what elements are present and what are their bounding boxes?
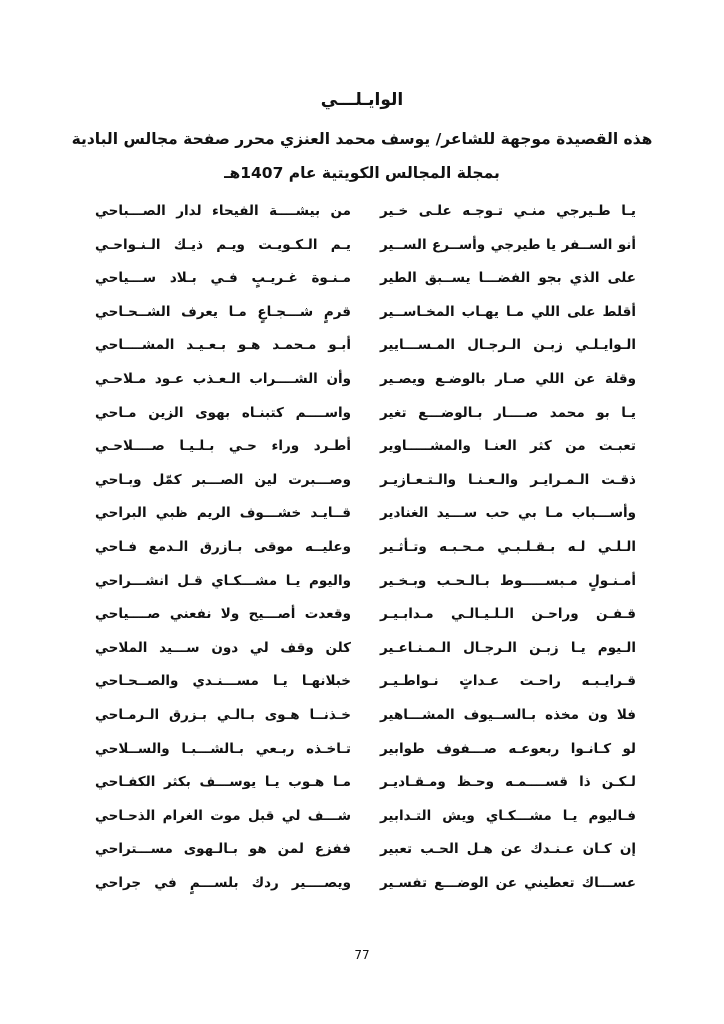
verse-second-hemistich: مـنـوة غـريـبٍ فـي بـلاد ســـياحي	[95, 270, 351, 287]
verse-second-hemistich: تـاخـذه ربـعي بـالشـــبـا والســلاحي	[95, 740, 351, 757]
verse-first-hemistich: الـيوم يـا زبـن الـرجـال الـمـنـاعـير	[380, 639, 636, 656]
verse-first-hemistich: أقلط على اللي مـا يهـاب المخـاســير	[380, 303, 636, 320]
verse-second-hemistich: قــايـد خشـــوف الريم ظبي البراحي	[95, 505, 351, 522]
verse-first-hemistich: ذقـت الـمـرايـر والـعـنـا والـتـعـازيـر	[380, 471, 636, 488]
verse-row	[0, 867, 724, 901]
poem-title: الوايـلـــي	[320, 90, 404, 110]
verse-second-hemistich: خبلانهـا يـا مســـنـدي والصــحـاحي	[95, 673, 351, 690]
verse-first-hemistich: فلا ون مخذه بـالســيوف المشـــاهير	[380, 706, 636, 723]
verse-row	[0, 229, 724, 263]
verse-row	[0, 565, 724, 599]
verse-row	[0, 363, 724, 397]
verse-second-hemistich: وقعدت أصـــيح ولا نفعني صــــياحي	[95, 606, 351, 623]
verse-first-hemistich: وأســـباب مـا بي حب ســـيد الغنادير	[380, 505, 636, 522]
verse-first-hemistich: وقلة عن اللي صـار بالوضـع ويصـير	[380, 370, 636, 387]
verse-row	[0, 497, 724, 531]
verse-second-hemistich: واســــم كتبنـاه بهوى الزين مـاحي	[95, 404, 351, 421]
verse-second-hemistich: أبـو مـحمـد هـو بـعـيـد المشــــاحي	[95, 337, 351, 354]
verse-first-hemistich: لـكـن ذا قســــمـه وحـظ ومـقـاديـر	[380, 774, 636, 791]
verse-first-hemistich: أمـنـولٍ مـبســـــوط بـالـحـب وبـخـير	[380, 572, 636, 589]
verse-row	[0, 296, 724, 330]
verse-first-hemistich: إن كـان عـنـدك عن هـل الحـب تعبير	[380, 841, 636, 858]
verse-row	[0, 430, 724, 464]
verse-row	[0, 766, 724, 800]
verse-second-hemistich: ففزع لمن هو بـالـهوى مســـتراحي	[95, 841, 351, 858]
verse-first-hemistich: لو كـانـوا ربعوعـه صـــفوف طوابير	[380, 740, 636, 757]
verse-row	[0, 397, 724, 431]
verse-first-hemistich: أنو الســفر يا طيرجي وأســرع الســير	[380, 236, 636, 253]
verse-first-hemistich: فـاليوم يـا مشـــكـاي ويش التـدابير	[380, 807, 636, 824]
verse-row	[0, 195, 724, 229]
verse-second-hemistich: ويصــــير ردك بلســـمٍ في جراحي	[95, 874, 351, 891]
verse-first-hemistich: على الذي بجو الفضـــا يســبق الطير	[380, 270, 636, 287]
verse-first-hemistich: عســـاك تعطيني عن الوضـــع تفسـير	[380, 874, 636, 891]
verse-row	[0, 733, 724, 767]
dedication-line-1: هذه القصيدة موجهة للشاعر/ يوسف محمد العنزي محرر صفحة مجالس البادية	[71, 130, 653, 148]
poem-dedication	[60, 122, 664, 190]
verse-row	[0, 800, 724, 834]
verse-second-hemistich: كلن وقف لي دون ســـيد الملاحي	[95, 639, 351, 656]
verse-second-hemistich: وصـــبرت لين الصـــبر كمّل وبـاحي	[95, 471, 351, 488]
verse-first-hemistich: الـلـي لـه بـقـلـبـي مـحـبـه وتـأثـير	[380, 538, 636, 555]
verse-row	[0, 699, 724, 733]
verse-second-hemistich: يـم الـكـويـت ويـم ذيـك الـنـواحـي	[95, 236, 351, 253]
verse-row	[0, 665, 724, 699]
verse-second-hemistich: واليوم يـا مشـــكـاي قـل انشـــراحي	[95, 572, 351, 589]
verse-row	[0, 464, 724, 498]
verse-row	[0, 531, 724, 565]
verse-second-hemistich: وعليــه موقى بـازرق الـدمع فـاحي	[95, 538, 351, 555]
verse-first-hemistich: قـفـن وراحـن الـلـيـالـي مـدابـيـر	[380, 606, 636, 623]
verse-row	[0, 833, 724, 867]
verse-row	[0, 262, 724, 296]
verse-second-hemistich: مـا هـوب يـا يوســـف بكثر الكفـاحي	[95, 774, 351, 791]
verse-second-hemistich: أطـرد وراء حـي بـلـيـا صــــلاحـي	[95, 438, 351, 455]
verse-first-hemistich: الـوايـلـي زبـن الـرجـال المـســـايير	[380, 337, 636, 354]
verse-second-hemistich: من بيشــــة الفيحاء لدار الصـــباحي	[95, 203, 351, 219]
verse-row	[0, 632, 724, 666]
verse-first-hemistich: قـرايـبـه راحـت عـداتٍ نـواطـيـر	[380, 673, 636, 690]
verse-second-hemistich: خـذنــا هـوى بـالـي بـزرق الـرمـاحي	[95, 706, 351, 723]
verse-row	[0, 329, 724, 363]
verse-row	[0, 598, 724, 632]
dedication-line-2: بمجلة المجالس الكويتية عام 1407هـ	[224, 164, 500, 182]
verse-second-hemistich: شـــف لي قبل موت الغرام الذحـاحي	[95, 807, 351, 824]
verse-second-hemistich: قرمٍ شـــجـاعٍ مـا يعرف الشــحـاحي	[95, 303, 351, 320]
verse-first-hemistich: يـا بو محمد صــــار بـالوضـــع تغير	[380, 404, 636, 421]
verse-second-hemistich: وأن الشــــراب الـعـذب عـود مـلاحـي	[95, 370, 351, 387]
verse-first-hemistich: يـا طـيرجي منـي تـوجـه علـى خـير	[380, 203, 636, 219]
verse-first-hemistich: تعبـت من كثر العنـا والمشـــــاوير	[380, 438, 636, 455]
poem-body	[0, 195, 724, 900]
page-number: 77	[354, 948, 370, 962]
